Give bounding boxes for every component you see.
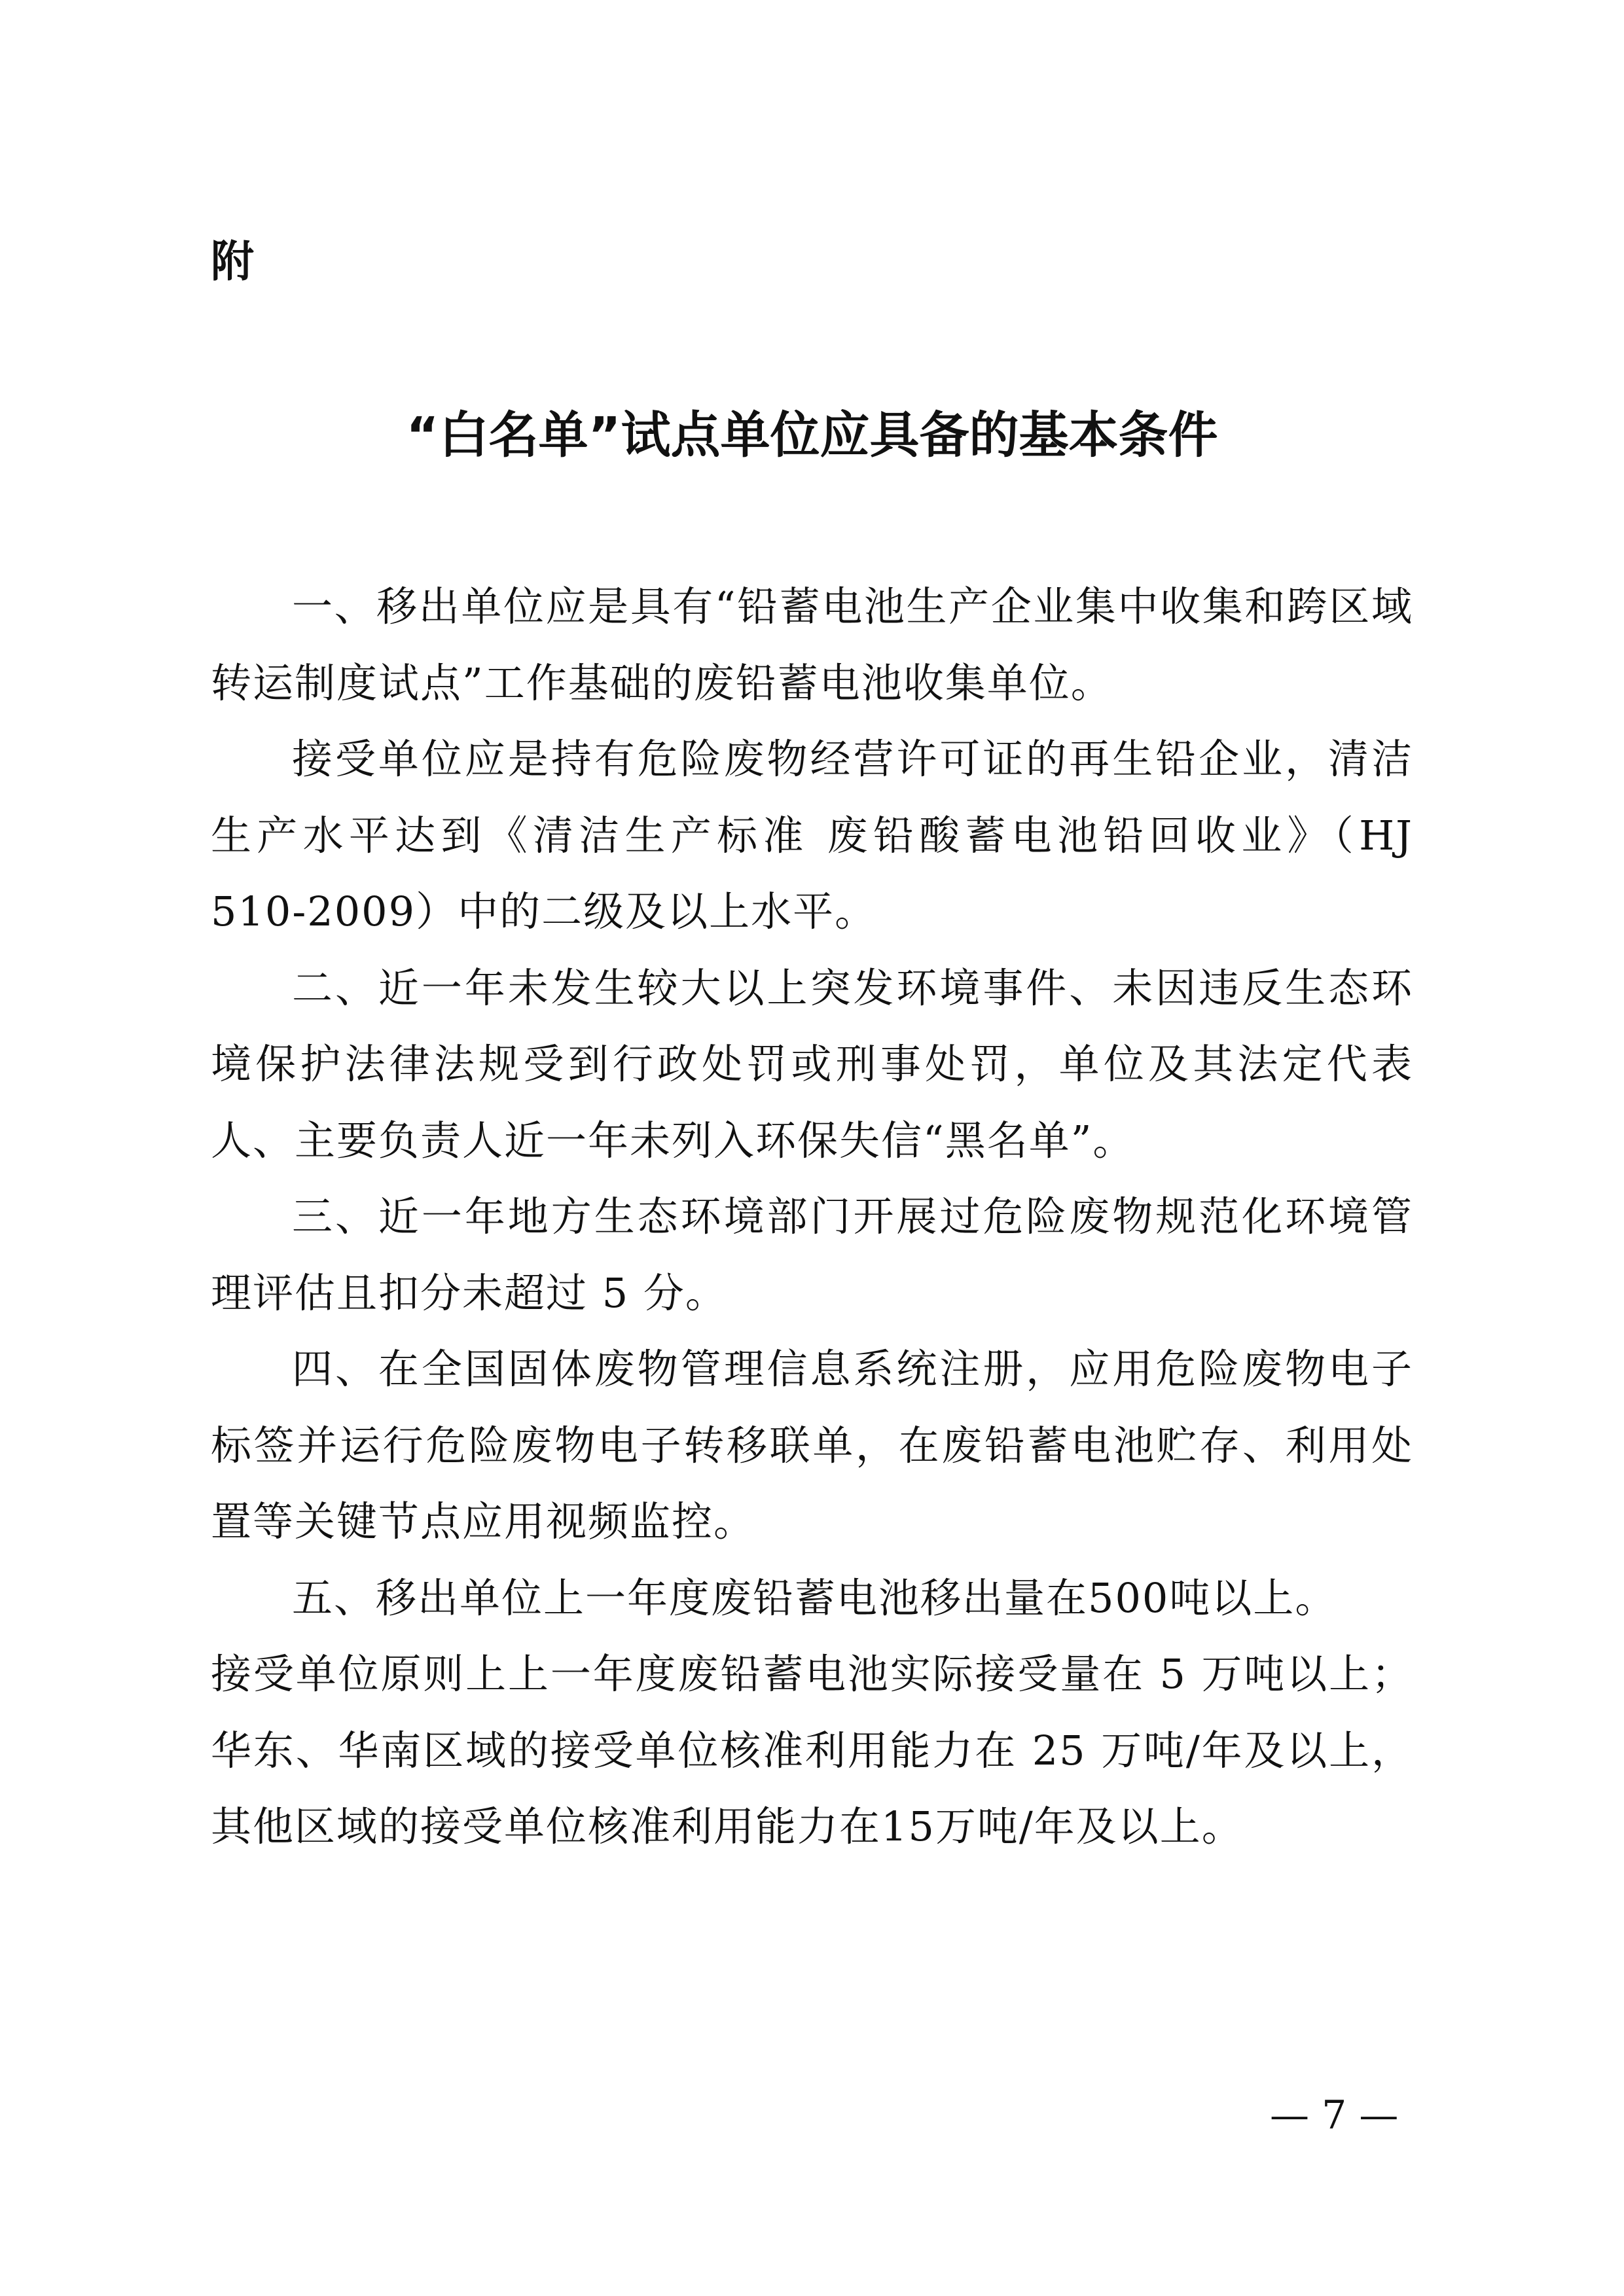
paragraph-6: 五、移出单位上一年度废铅蓄电池移出量在500吨以上。: [292, 1573, 1337, 1622]
paragraph-7: 接受单位原则上上一年度废铅蓄电池实际接受量在 5 万吨以上；华东、华南区域的接受单位核准利用能力在 25 万吨/年及以上，其他区域的接受单位核准利用能力在15万吨/年及以上。: [211, 1650, 1413, 1850]
paragraph-3: 二、近一年未发生较大以上突发环境事件、未因违反生态环境保护法律法规受到行政处罚或刑事处罚，单位及其法定代表人、主要负责人近一年未列入环保失信“黑名单”。: [211, 963, 1413, 1164]
document-title: “白名单”试点单位应具备的基本条件: [406, 406, 1218, 464]
attachment-label: 附: [211, 236, 254, 287]
paragraph-2: 接受单位应是持有危险废物经营许可证的再生铅企业，清洁生产水平达到《清洁生产标准 废铅酸蓄电池铅回收业》（HJ 510-2009）中的二级及以上水平。: [211, 735, 1413, 935]
paragraph-5: 四、在全国固体废物管理信息系统注册，应用危险废物电子标签并运行危险废物电子转移联单，在废铅蓄电池贮存、利用处置等关键节点应用视频监控。: [211, 1345, 1413, 1545]
paragraph-1: 一、移出单位应是具有“铅蓄电池生产企业集中收集和跨区域转运制度试点”工作基础的废铅蓄电池收集单位。: [211, 583, 1413, 707]
page-number: — 7 —: [1270, 2092, 1399, 2138]
paragraph-4: 三、近一年地方生态环境部门开展过危险废物规范化环境管理评估且扣分未超过 5 分。: [211, 1193, 1413, 1317]
document-body: [211, 569, 1413, 1865]
